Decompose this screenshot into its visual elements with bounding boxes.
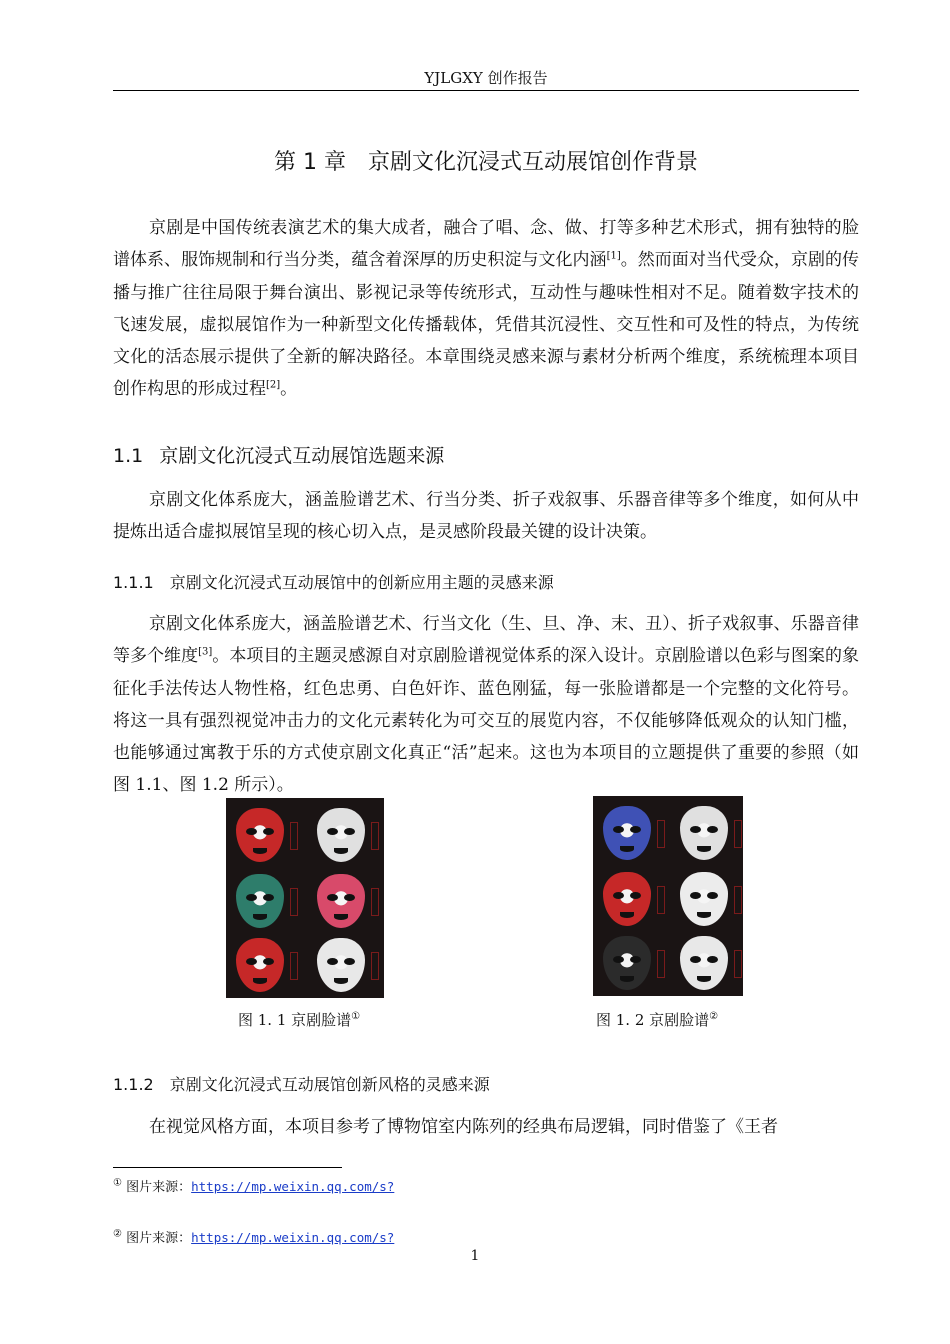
footnote-link[interactable]: https://mp.weixin.qq.com/s? <box>191 1179 395 1194</box>
section-title: 京剧文化沉浸式互动展馆选题来源 <box>159 445 445 467</box>
footnote-1 <box>113 1178 394 1197</box>
mask-label-box <box>290 888 298 916</box>
mask-label-box <box>734 886 742 914</box>
section-1-1-paragraph: 京剧文化体系庞大，涵盖脸谱艺术、行当分类、折子戏叙事、乐器音律等多个维度，如何从中提炼出适合虚拟展馆呈现的核心切入点，是灵感阶段最关键的设计决策。 <box>113 490 859 543</box>
opera-mask-image <box>680 872 728 926</box>
footnote-label: 图片来源： <box>126 1180 192 1195</box>
opera-mask-image <box>317 808 365 862</box>
opera-mask-image <box>317 938 365 992</box>
caption-text: 图 1. 1 京剧脸谱 <box>238 1011 352 1029</box>
mask-label-box <box>734 820 742 848</box>
section-1-1-heading <box>113 442 444 470</box>
opera-mask-image <box>317 874 365 928</box>
section-title: 京剧文化沉浸式互动展馆中的创新应用主题的灵感来源 <box>169 573 554 592</box>
mask-label-box <box>371 822 379 850</box>
header-rule <box>113 90 859 91</box>
citation-1[interactable]: [1] <box>606 250 621 262</box>
intro-paragraph <box>113 212 859 406</box>
footnote-label: 图片来源： <box>126 1231 192 1246</box>
mask-label-box <box>371 952 379 980</box>
running-header: YJLGXY 创作报告 <box>424 69 548 87</box>
chapter-title: 第 1 章 京剧文化沉浸式互动展馆创作背景 <box>274 150 698 175</box>
footnote-mark: ② <box>113 1228 122 1240</box>
footnote-ref-2[interactable]: ② <box>709 1011 719 1022</box>
intro-text-c: 。 <box>280 379 298 400</box>
opera-mask-image <box>236 874 284 928</box>
opera-mask-image <box>603 872 651 926</box>
footnote-link[interactable]: https://mp.weixin.qq.com/s? <box>191 1230 395 1245</box>
caption-text: 图 1. 2 京剧脸谱 <box>596 1011 710 1029</box>
section-1-1-2-heading <box>113 1073 490 1097</box>
opera-mask-image <box>236 808 284 862</box>
paragraph-text-b: 。本项目的主题灵感源自对京剧脸谱视觉体系的深入设计。京剧脸谱以色彩与图案的象征化手法传达人物性格，红色忠勇、白色奸诈、蓝色刚猛，每一张脸谱都是一个完整的文化符号。将这一具有强烈视觉冲击力的文化元素转化为可交互的展览内容，不仅能够降低观众的认知门槛，也能够通过寓教于乐的方式使京剧文化真正“活”起来。这也为本项目的立题提供了重要的参照（如图 1.1、图 1.2 所示）。 <box>113 646 860 796</box>
section-1-1-1-paragraph <box>113 608 859 802</box>
citation-3[interactable]: [3] <box>198 646 213 658</box>
footnote-mark: ① <box>113 1177 122 1189</box>
mask-label-box <box>290 952 298 980</box>
figure-opera-masks-2 <box>593 796 743 996</box>
intro-text-a: 京剧是中国传统表演艺术的集大成者，融合了唱、念、做、打等多种艺术形式，拥有独特的脸谱体系、服饰规制和行当分类，蕴含着深厚的历史积淀与文化内涵 <box>113 218 859 271</box>
opera-mask-image <box>603 936 651 990</box>
figure-1-caption <box>238 1010 360 1030</box>
section-1-1-2-paragraph: 在视觉风格方面，本项目参考了博物馆室内陈列的经典布局逻辑，同时借鉴了《王者 <box>149 1117 778 1137</box>
mask-label-box <box>657 950 665 978</box>
citation-2[interactable]: [2] <box>266 379 281 391</box>
footnote-rule <box>113 1167 342 1168</box>
intro-text-b: 。然而面对当代受众，京剧的传播与推广往往局限于舞台演出、影视记录等传统形式，互动性与趣味性相对不足。随着数字技术的飞速发展，虚拟展馆作为一种新型文化传播载体，凭借其沉浸性、交互性和可及性的特点，为传统文化的活态展示提供了全新的解决路径。本章围绕灵感来源与素材分析两个维度，系统梳理本项目创作构思的形成过程 <box>113 250 860 400</box>
footnote-2 <box>113 1229 394 1248</box>
opera-mask-image <box>236 938 284 992</box>
section-1-1-1-heading <box>113 571 554 595</box>
mask-label-box <box>657 886 665 914</box>
mask-label-box <box>290 822 298 850</box>
opera-mask-image <box>680 806 728 860</box>
footnote-ref-1[interactable]: ① <box>351 1011 361 1022</box>
section-number: 1.1.2 <box>113 1075 154 1094</box>
figure-opera-masks-1 <box>226 798 384 998</box>
opera-mask-image <box>603 806 651 860</box>
paragraph-text-a: 京剧文化体系庞大，涵盖脸谱艺术、行当文化（生、旦、净、末、丑）、折子戏叙事、乐器音律等多个维度 <box>113 614 859 667</box>
section-number: 1.1.1 <box>113 573 154 592</box>
mask-label-box <box>371 888 379 916</box>
mask-label-box <box>734 950 742 978</box>
figure-2-caption <box>596 1010 718 1030</box>
mask-label-box <box>657 820 665 848</box>
section-number: 1.1 <box>113 445 144 467</box>
section-title: 京剧文化沉浸式互动展馆创新风格的灵感来源 <box>169 1075 490 1094</box>
opera-mask-image <box>680 936 728 990</box>
page-number: 1 <box>470 1248 480 1264</box>
